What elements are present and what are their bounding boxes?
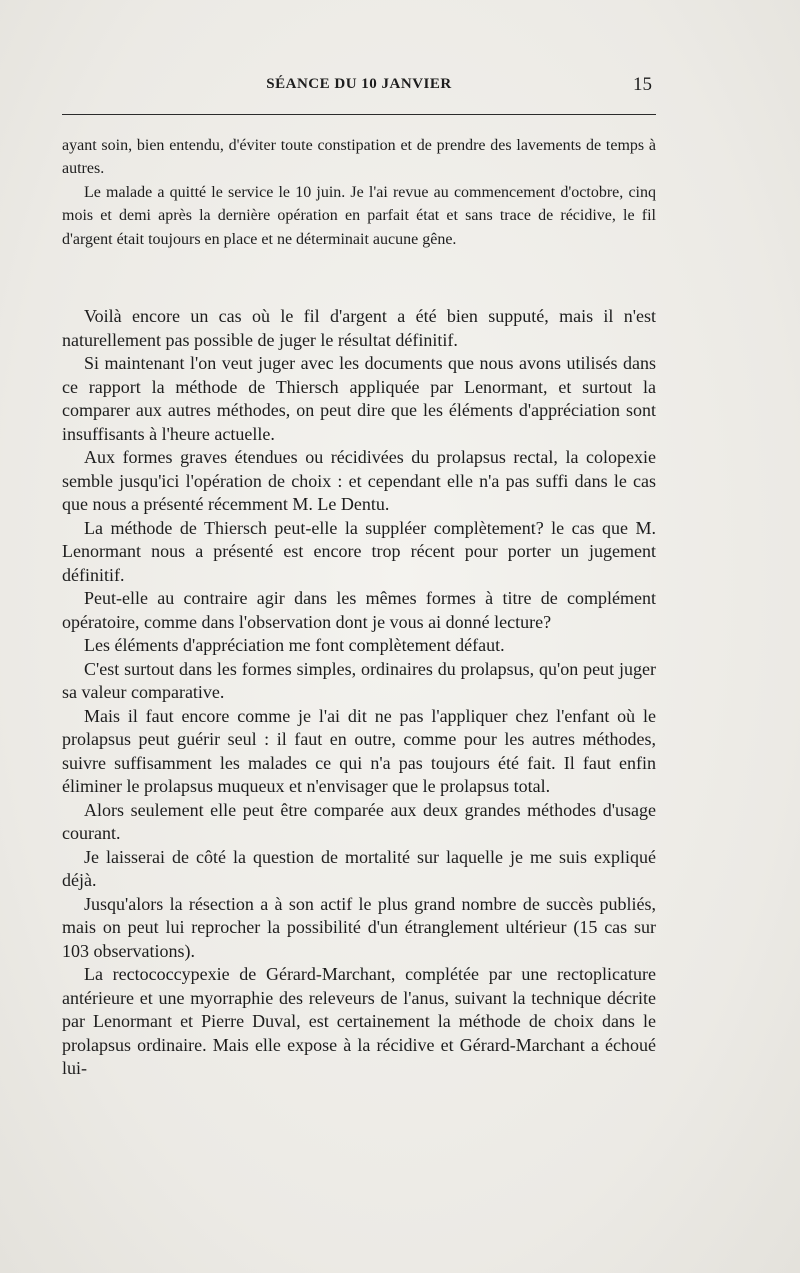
paragraph: Alors seulement elle peut être comparée aux deux grandes méthodes d'usage courant. (62, 799, 656, 843)
observation-paragraph: ayant soin, bien entendu, d'éviter toute constipation et de prendre des lavements de temps à autres. (62, 137, 656, 178)
paragraph: Jusqu'alors la résection a à son actif le plus grand nombre de succès publiés, mais on peut lui reprocher la possibilité d'un étranglement ultérieur (15 cas sur 103 observations). (62, 893, 656, 961)
running-title: SÉANCE DU 10 JANVIER (266, 76, 452, 92)
observation-paragraph: Le malade a quitté le service le 10 juin. Je l'ai revue au commencement d'octobre, cinq mois et demi après la dernière opération en parfait état et sans trace de récidive, le fil d'argent était toujours en place et ne déterminait aucune gêne. (62, 183, 656, 248)
paragraph: Aux formes graves étendues ou récidivées du prolapsus rectal, la colopexie semble jusqu'ici l'opération de choix : et cependant elle n'a pas suffi dans le cas que nous a présenté récemment M. Le Dentu. (62, 447, 656, 514)
paragraph: La rectococcypexie de Gérard-Marchant, complétée par une rectoplicature antérieure et une myorraphie des releveurs de l'anus, suivant la technique décrite par Lenormant et Pierre Duval, est certainement la méthode de choix dans le prolapsus ordinaire. Mais elle expose à la récidive et Gérard-Marchant a échoué lui- (62, 964, 656, 1078)
paragraph: Si maintenant l'on veut juger avec les documents que nous avons utilisés dans ce rapport la méthode de Thiersch appliquée par Lenormant, et surtout la comparer aux autres méthodes, on peut dire que les éléments d'appréciation sont insuffisants à l'heure actuelle. (62, 353, 656, 444)
page-number: 15 (633, 74, 652, 95)
paragraph: Je laisserai de côté la question de mortalité sur laquelle je me suis expliqué déjà. (62, 846, 656, 890)
paragraph: Mais il faut encore comme je l'ai dit ne pas l'appliquer chez l'enfant où le prolapsus peut guérir seul : il faut en outre, comme pour les autres méthodes, suivre suffisamment les malades ce qui n'a pas toujours été fait. Il faut enfin éliminer le prolapsus muqueux et n'envisager que le prolapsus total. (62, 705, 656, 796)
paragraph: C'est surtout dans les formes simples, ordinaires du prolapsus, qu'on peut juger sa valeur comparative. (62, 658, 656, 702)
observation-text (62, 134, 656, 251)
report-text (62, 305, 656, 1081)
page-header (62, 76, 656, 102)
paragraph: Voilà encore un cas où le fil d'argent a été bien supputé, mais il n'est naturellement pas possible de juger le résultat définitif. (62, 306, 656, 350)
header-rule (62, 114, 656, 115)
paragraph: Peut-elle au contraire agir dans les mêmes formes à titre de complément opératoire, comme dans l'observation dont je vous ai donné lecture? (62, 588, 656, 632)
paragraph: Les éléments d'appréciation me font complètement défaut. (84, 635, 505, 655)
paragraph: La méthode de Thiersch peut-elle la suppléer complètement? le cas que M. Lenormant nous a présenté est encore trop récent pour porter un jugement définitif. (62, 517, 656, 585)
